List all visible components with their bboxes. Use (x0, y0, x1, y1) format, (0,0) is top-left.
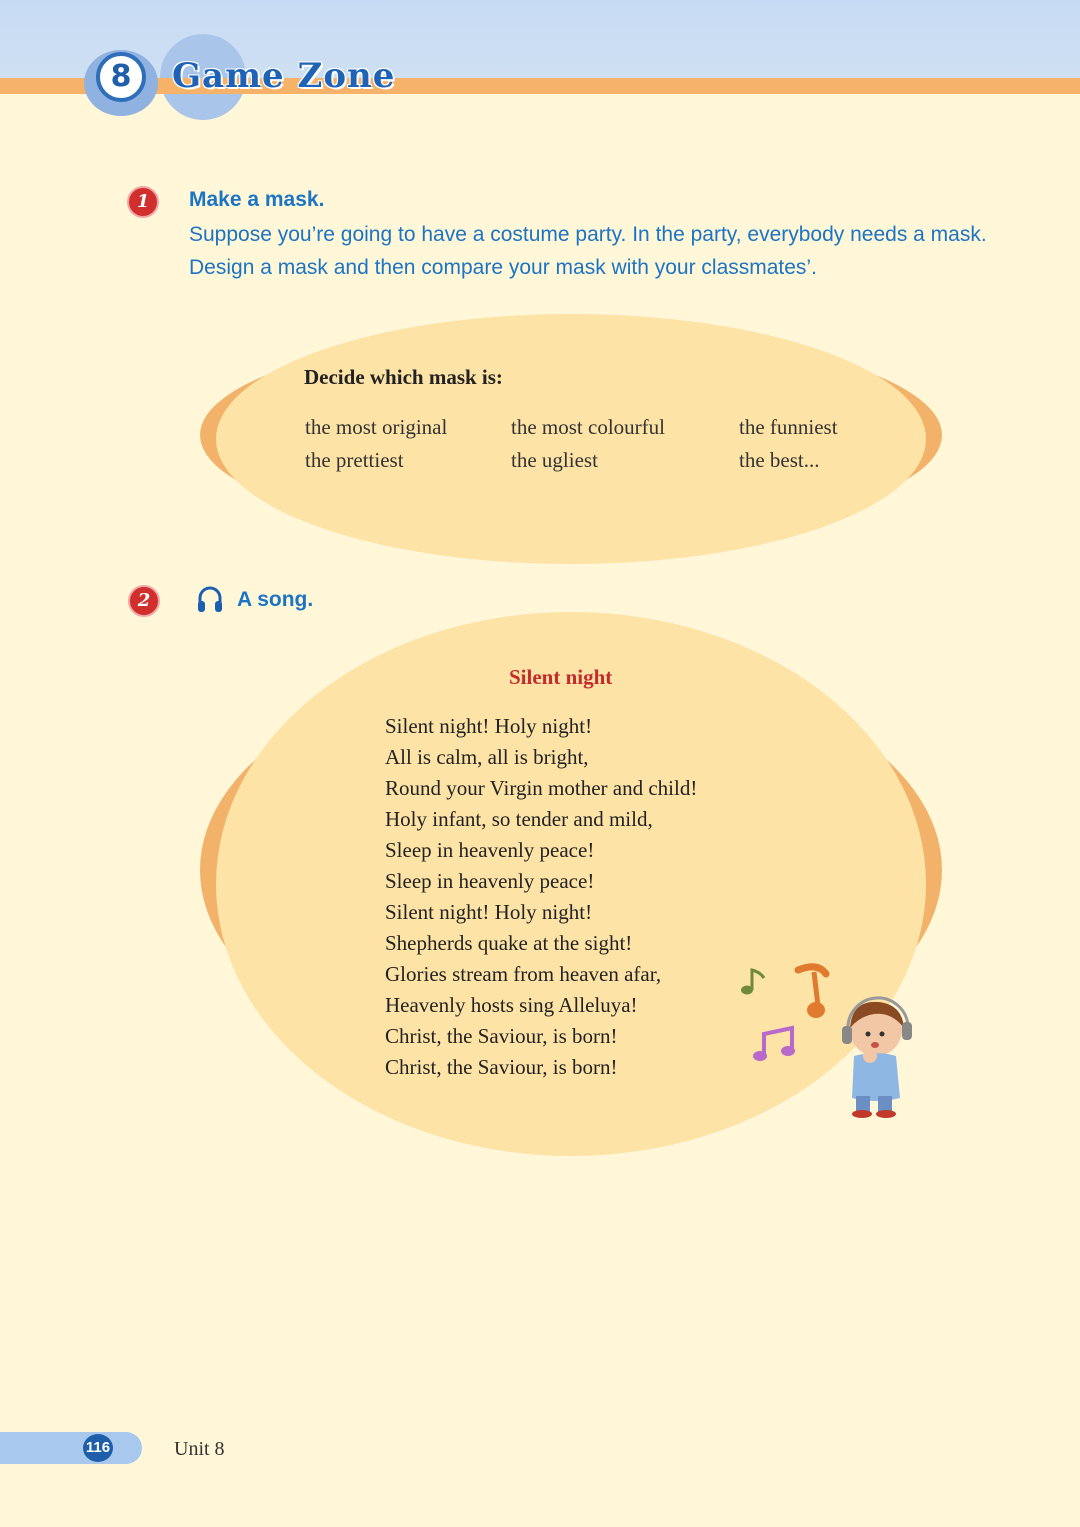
lyric-line: Silent night! Holy night! (385, 900, 593, 924)
page-number: 116 (83, 1434, 113, 1462)
music-note-icon (790, 962, 834, 1022)
mask-option: the most original (305, 415, 448, 439)
task-number-badge: 1 (127, 186, 159, 218)
mask-option: the prettiest (305, 448, 404, 472)
song-title: Silent night (509, 665, 613, 689)
lyric-line: All is calm, all is bright, (385, 745, 589, 769)
lyric-line: Shepherds quake at the sight! (385, 931, 633, 955)
lyric-line: Silent night! Holy night! (385, 714, 593, 738)
lyric-line: Sleep in heavenly peace! (385, 869, 595, 893)
mask-option: the best... (739, 448, 820, 472)
mask-option: the funniest (739, 415, 838, 439)
unit-label: Unit 8 (174, 1438, 225, 1460)
lyric-line: Christ, the Saviour, is born! (385, 1055, 618, 1079)
lyric-line: Round your Virgin mother and child! (385, 776, 698, 800)
lyric-line: Sleep in heavenly peace! (385, 838, 595, 862)
section-title: Game Zone (172, 56, 396, 96)
page-number-tab (0, 1432, 142, 1464)
lyric-line: Glories stream from heaven afar, (385, 962, 662, 986)
header-rule (0, 78, 1080, 94)
lyric-line: Heavenly hosts sing Alleluya! (385, 993, 638, 1017)
lyric-line: Holy infant, so tender and mild, (385, 807, 653, 831)
headphones-icon[interactable] (196, 585, 224, 615)
task-number-badge: 2 (128, 585, 160, 617)
task-title: A song. (237, 588, 314, 611)
boy-with-headphones-illustration (830, 990, 920, 1120)
song-lyrics (385, 711, 697, 1083)
music-note-icon (738, 964, 772, 998)
music-note-icon (752, 1024, 800, 1070)
task-instructions: Suppose you’re going to have a costume party. In the party, everybody needs a mask. Design a mask and then compare your mask with your classmates’. (189, 223, 987, 279)
mask-box-heading: Decide which mask is: (304, 365, 503, 389)
lyric-line: Christ, the Saviour, is born! (385, 1024, 618, 1048)
mask-option: the most colourful (511, 415, 665, 439)
mask-option: the ugliest (511, 448, 598, 472)
task-title: Make a mask. (189, 188, 325, 211)
unit-number-badge: 8 (96, 52, 146, 102)
